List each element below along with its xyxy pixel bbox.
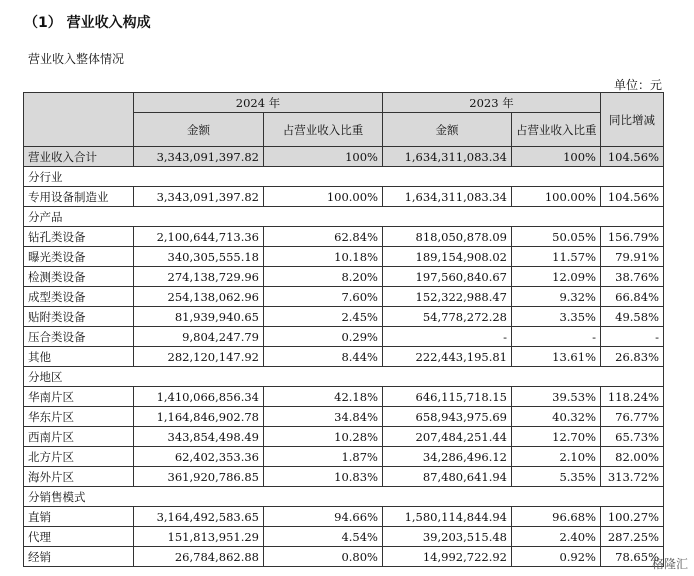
table-row	[24, 507, 664, 527]
table-row	[24, 467, 664, 487]
amount-2024: 282,120,147.92	[134, 347, 264, 367]
row-name: 华南片区	[24, 387, 134, 407]
yoy-change: 104.56%	[601, 147, 664, 167]
header-share-2024: 占营业收入比重	[264, 113, 383, 147]
yoy-change: 78.65%	[601, 547, 664, 567]
header-yoy: 同比增减	[601, 93, 664, 147]
amount-2024: 62,402,353.36	[134, 447, 264, 467]
row-name: 其他	[24, 347, 134, 367]
section-title: 分产品	[24, 207, 664, 227]
amount-2024: 340,305,555.18	[134, 247, 264, 267]
share-2023: 96.68%	[512, 507, 601, 527]
amount-2024: 274,138,729.96	[134, 267, 264, 287]
yoy-change: 49.58%	[601, 307, 664, 327]
table-row	[24, 327, 664, 347]
section-title: 分地区	[24, 367, 664, 387]
table-row	[24, 347, 664, 367]
revenue-composition-table	[23, 92, 664, 567]
header-share-2023: 占营业收入比重	[512, 113, 601, 147]
amount-2024: 26,784,862.88	[134, 547, 264, 567]
section-header-row	[24, 167, 664, 187]
share-2024: 0.29%	[264, 327, 383, 347]
amount-2024: 343,854,498.49	[134, 427, 264, 447]
amount-2023: 197,560,840.67	[383, 267, 512, 287]
share-2023: 9.32%	[512, 287, 601, 307]
table-row	[24, 547, 664, 567]
section-title: 分销售模式	[24, 487, 664, 507]
share-2023: -	[512, 327, 601, 347]
amount-2023: 39,203,515.48	[383, 527, 512, 547]
section-header-row	[24, 367, 664, 387]
share-2023: 40.32%	[512, 407, 601, 427]
row-name: 贴附类设备	[24, 307, 134, 327]
table-row	[24, 527, 664, 547]
amount-2023: 87,480,641.94	[383, 467, 512, 487]
yoy-change: 100.27%	[601, 507, 664, 527]
share-2024: 10.28%	[264, 427, 383, 447]
share-2024: 0.80%	[264, 547, 383, 567]
amount-2024: 3,343,091,397.82	[134, 187, 264, 207]
amount-2024: 1,164,846,902.78	[134, 407, 264, 427]
header-amount-2024: 金额	[134, 113, 264, 147]
section-header-row	[24, 207, 664, 227]
amount-2023: 658,943,975.69	[383, 407, 512, 427]
yoy-change: 156.79%	[601, 227, 664, 247]
yoy-change: 66.84%	[601, 287, 664, 307]
table-row	[24, 307, 664, 327]
row-name: 西南片区	[24, 427, 134, 447]
table-row	[24, 227, 664, 247]
amount-2023: 54,778,272.28	[383, 307, 512, 327]
amount-2023: 1,580,114,844.94	[383, 507, 512, 527]
share-2023: 0.92%	[512, 547, 601, 567]
row-name: 压合类设备	[24, 327, 134, 347]
table-row	[24, 387, 664, 407]
share-2023: 13.61%	[512, 347, 601, 367]
amount-2023: 152,322,988.47	[383, 287, 512, 307]
amount-2024: 9,804,247.79	[134, 327, 264, 347]
share-2023: 100%	[512, 147, 601, 167]
yoy-change: 38.76%	[601, 267, 664, 287]
amount-2023: 189,154,908.02	[383, 247, 512, 267]
share-2024: 8.20%	[264, 267, 383, 287]
amount-2024: 2,100,644,713.36	[134, 227, 264, 247]
yoy-change: 65.73%	[601, 427, 664, 447]
header-year-2024: 2024 年	[134, 93, 383, 113]
amount-2023: 1,634,311,083.34	[383, 147, 512, 167]
header-blank-cell	[24, 93, 134, 147]
row-name: 钻孔类设备	[24, 227, 134, 247]
row-name: 检测类设备	[24, 267, 134, 287]
amount-2024: 3,164,492,583.65	[134, 507, 264, 527]
row-name: 曝光类设备	[24, 247, 134, 267]
total-row	[24, 147, 664, 167]
amount-2023: 207,484,251.44	[383, 427, 512, 447]
amount-2024: 81,939,940.65	[134, 307, 264, 327]
share-2024: 94.66%	[264, 507, 383, 527]
row-name: 华东片区	[24, 407, 134, 427]
share-2024: 10.83%	[264, 467, 383, 487]
share-2023: 100.00%	[512, 187, 601, 207]
share-2024: 100.00%	[264, 187, 383, 207]
amount-2024: 151,813,951.29	[134, 527, 264, 547]
yoy-change: 104.56%	[601, 187, 664, 207]
amount-2024: 254,138,062.96	[134, 287, 264, 307]
share-2023: 12.09%	[512, 267, 601, 287]
yoy-change: 76.77%	[601, 407, 664, 427]
share-2024: 4.54%	[264, 527, 383, 547]
amount-2024: 3,343,091,397.82	[134, 147, 264, 167]
share-2023: 50.05%	[512, 227, 601, 247]
share-2024: 10.18%	[264, 247, 383, 267]
share-2024: 7.60%	[264, 287, 383, 307]
amount-2024: 1,410,066,856.34	[134, 387, 264, 407]
row-name: 经销	[24, 547, 134, 567]
table-row	[24, 187, 664, 207]
amount-2023: 646,115,718.15	[383, 387, 512, 407]
yoy-change: 79.91%	[601, 247, 664, 267]
table-caption: 营业收入整体情况	[28, 52, 125, 66]
share-2024: 8.44%	[264, 347, 383, 367]
header-year-2023: 2023 年	[383, 93, 601, 113]
section-header-row	[24, 487, 664, 507]
amount-2023: 222,443,195.81	[383, 347, 512, 367]
share-2024: 34.84%	[264, 407, 383, 427]
row-name: 专用设备制造业	[24, 187, 134, 207]
yoy-change: 313.72%	[601, 467, 664, 487]
amount-2023: 34,286,496.12	[383, 447, 512, 467]
unit-label: 单位：元	[613, 78, 662, 92]
section-title: 分行业	[24, 167, 664, 187]
table-row	[24, 267, 664, 287]
yoy-change: 26.83%	[601, 347, 664, 367]
row-name: 代理	[24, 527, 134, 547]
share-2023: 3.35%	[512, 307, 601, 327]
table-row	[24, 407, 664, 427]
share-2023: 2.10%	[512, 447, 601, 467]
share-2023: 2.40%	[512, 527, 601, 547]
section-heading: （1） 营业收入构成	[24, 15, 151, 31]
share-2023: 12.70%	[512, 427, 601, 447]
watermark-logo: 格隆汇	[651, 557, 688, 571]
amount-2023: 818,050,878.09	[383, 227, 512, 247]
table-row	[24, 247, 664, 267]
row-name: 营业收入合计	[24, 147, 134, 167]
share-2023: 5.35%	[512, 467, 601, 487]
share-2023: 39.53%	[512, 387, 601, 407]
share-2024: 100%	[264, 147, 383, 167]
amount-2023: -	[383, 327, 512, 347]
row-name: 直销	[24, 507, 134, 527]
share-2024: 1.87%	[264, 447, 383, 467]
yoy-change: 287.25%	[601, 527, 664, 547]
row-name: 海外片区	[24, 467, 134, 487]
share-2024: 42.18%	[264, 387, 383, 407]
row-name: 成型类设备	[24, 287, 134, 307]
yoy-change: 82.00%	[601, 447, 664, 467]
table-row	[24, 287, 664, 307]
share-2024: 62.84%	[264, 227, 383, 247]
share-2023: 11.57%	[512, 247, 601, 267]
yoy-change: 118.24%	[601, 387, 664, 407]
amount-2024: 361,920,786.85	[134, 467, 264, 487]
table-row	[24, 427, 664, 447]
header-amount-2023: 金额	[383, 113, 512, 147]
table-row	[24, 447, 664, 467]
amount-2023: 1,634,311,083.34	[383, 187, 512, 207]
share-2024: 2.45%	[264, 307, 383, 327]
amount-2023: 14,992,722.92	[383, 547, 512, 567]
yoy-change: -	[601, 327, 664, 347]
row-name: 北方片区	[24, 447, 134, 467]
